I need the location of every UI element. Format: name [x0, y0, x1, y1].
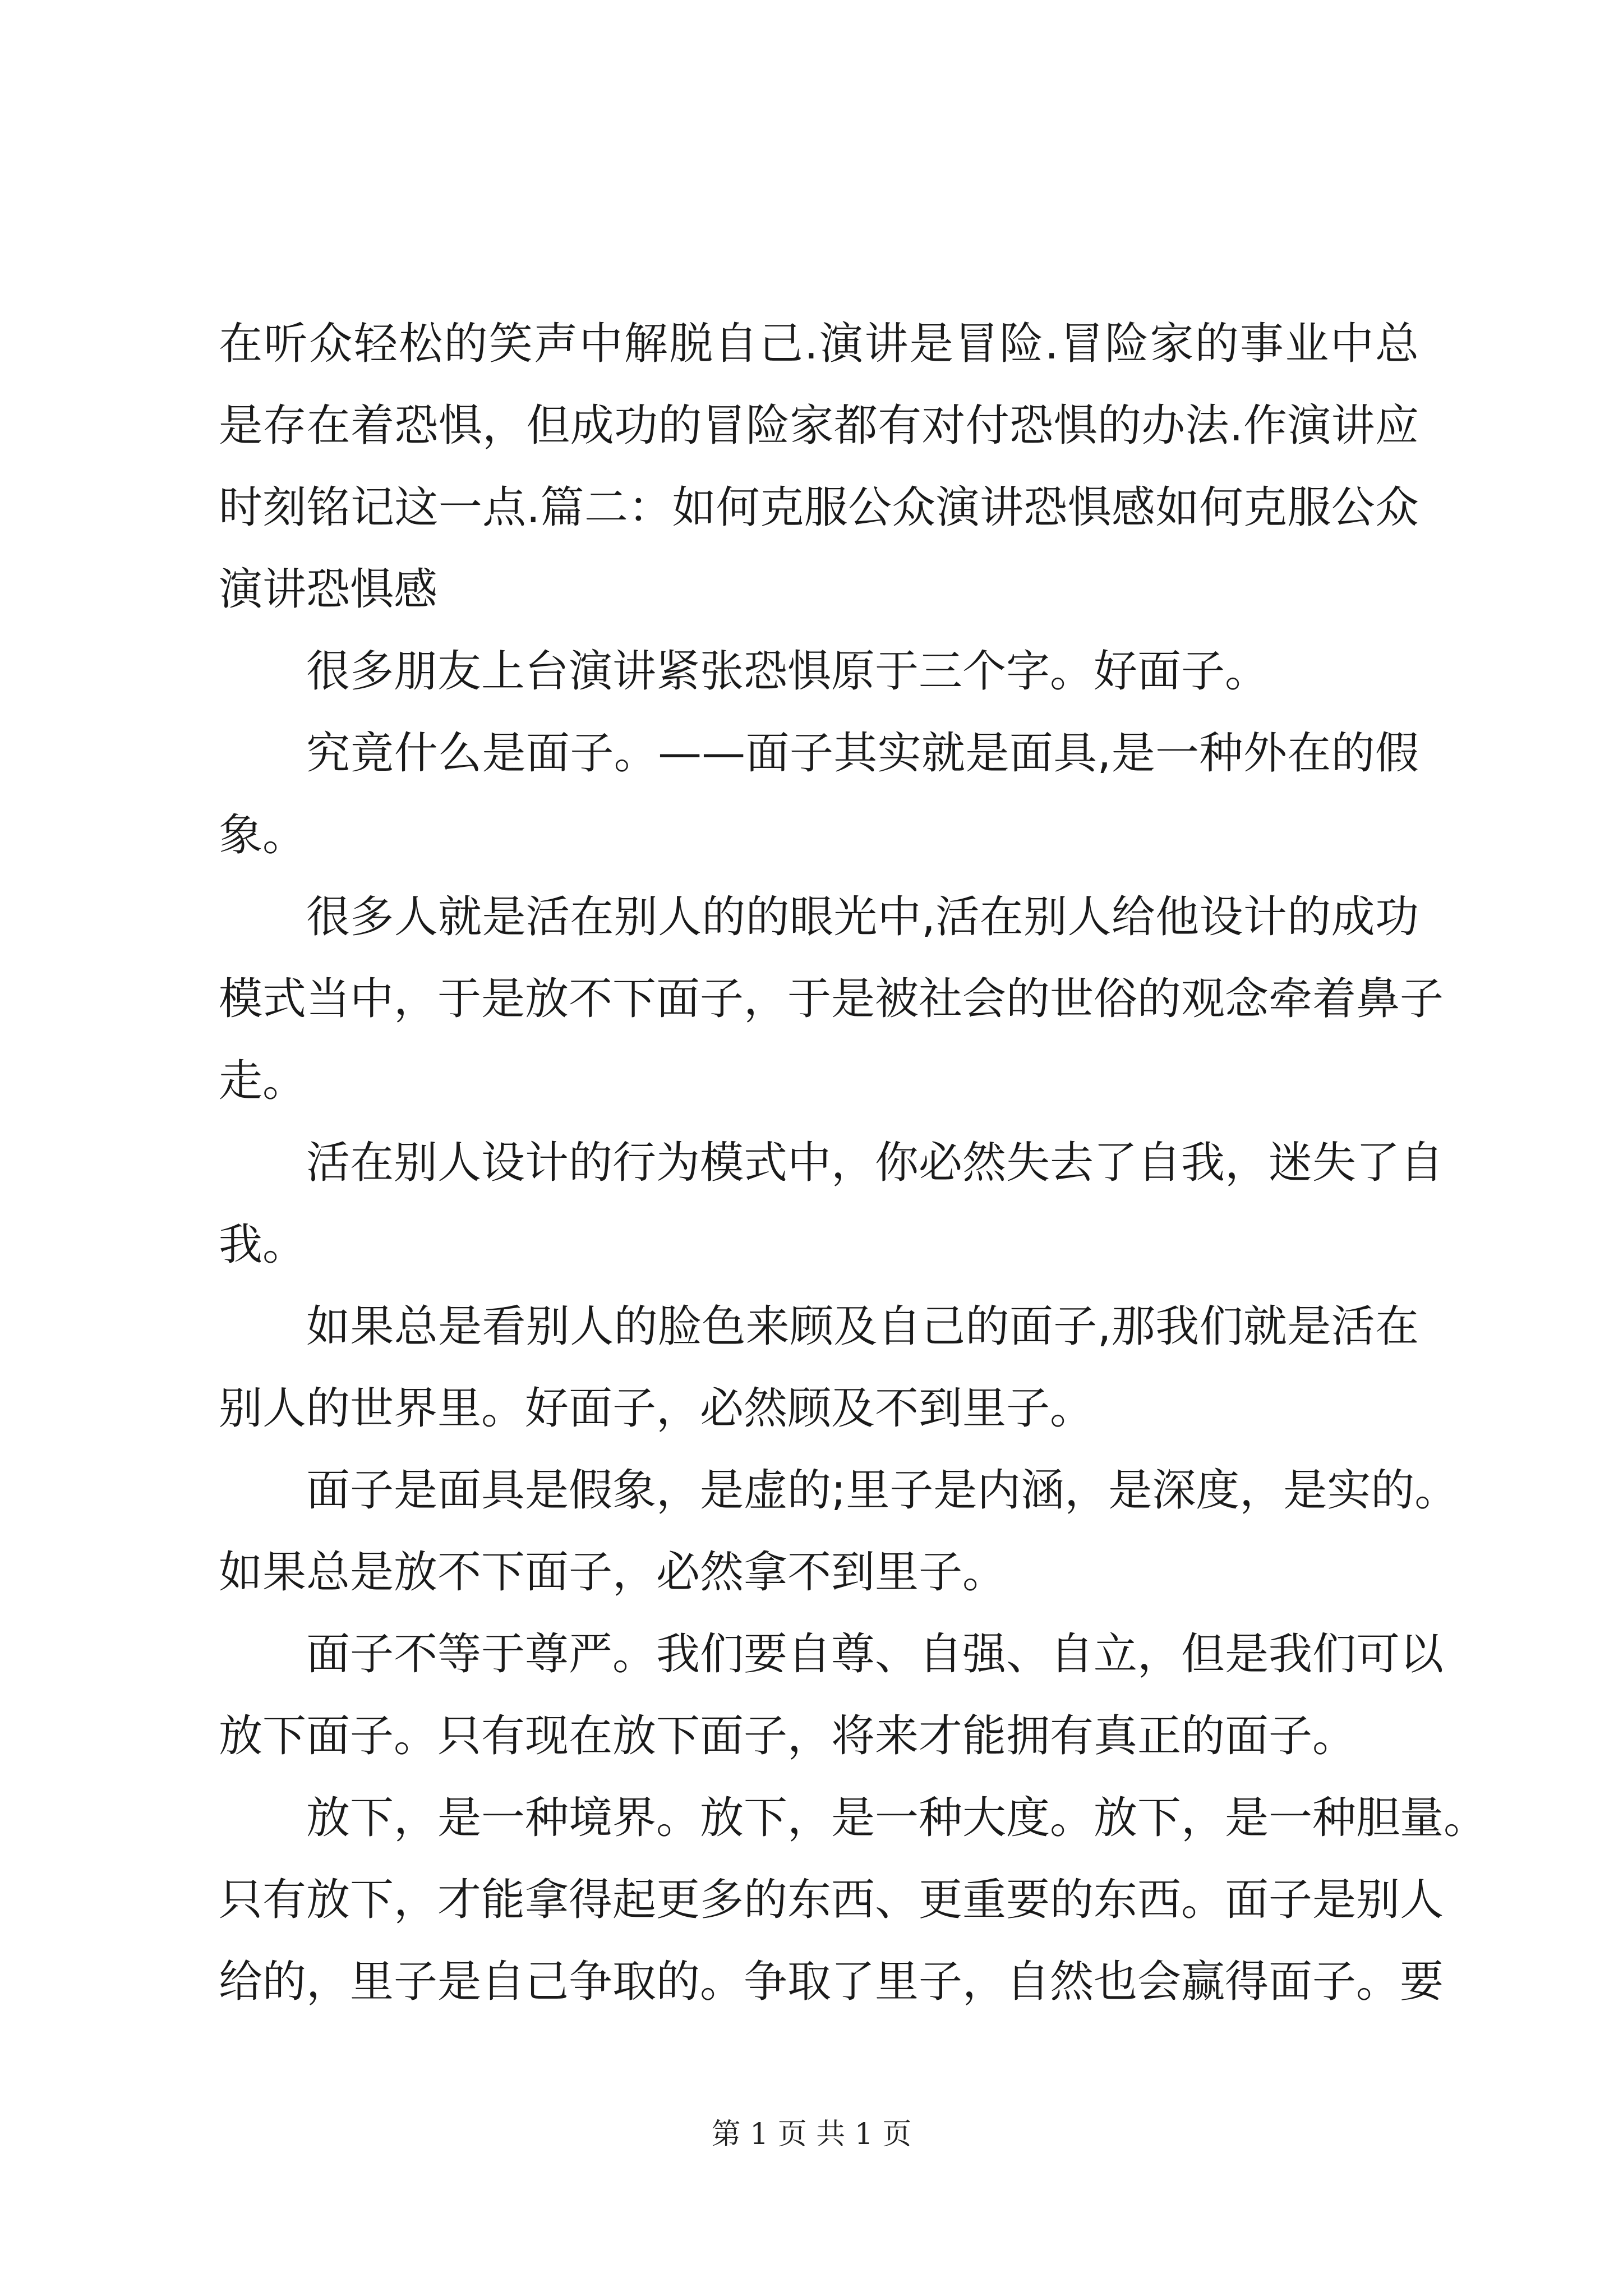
- text-line: 活在别人设计的行为模式中，你必然失去了自我，迷失了自: [306, 1138, 1444, 1188]
- text-line: 象。: [219, 810, 307, 861]
- text-line: 在听众轻松的笑声中解脱自己.演讲是冒险.冒险家的事业中总: [219, 319, 1419, 369]
- text-line: 走。: [219, 1056, 307, 1106]
- text-line: 模式当中，于是放不下面子，于是被社会的世俗的观念牵着鼻子: [219, 974, 1444, 1024]
- text-line: 是存在着恐惧，但成功的冒险家都有对付恐惧的办法.作演讲应: [219, 401, 1419, 451]
- text-line: 很多人就是活在别人的的眼光中,活在别人给他设计的成功: [306, 892, 1419, 942]
- text-line: 我。: [219, 1220, 307, 1270]
- body-text: [219, 303, 1488, 2023]
- text-line: 如果总是放不下面子，必然拿不到里子。: [219, 1547, 1007, 1598]
- text-line: 别人的世界里。好面子，必然顾及不到里子。: [219, 1383, 1094, 1434]
- text-line: 究竟什么是面子。——面子其实就是面具,是一种外在的假: [306, 728, 1419, 779]
- text-line: 面子不等于尊严。我们要自尊、自强、自立，但是我们可以: [306, 1629, 1444, 1680]
- text-line: 时刻铭记这一点.篇二：如何克服公众演讲恐惧感如何克服公众: [219, 482, 1419, 533]
- text-line: 演讲恐惧感: [219, 564, 438, 615]
- text-line: 只有放下，才能拿得起更多的东西、更重要的东西。面子是别人: [219, 1875, 1444, 1925]
- text-line: 很多朋友上台演讲紧张恐惧原于三个字。好面子。: [306, 646, 1269, 697]
- text-line: 面子是面具是假象，是虚的;里子是内涵，是深度，是实的。: [306, 1465, 1459, 1516]
- page-footer: 第 1 页 共 1 页: [711, 2118, 912, 2151]
- text-line: 如果总是看别人的脸色来顾及自己的面子,那我们就是活在: [306, 1301, 1419, 1352]
- text-line: 给的，里子是自己争取的。争取了里子，自然也会赢得面子。要: [219, 1957, 1444, 2007]
- text-line: 放下，是一种境界。放下，是一种大度。放下，是一种胆量。: [306, 1793, 1488, 1843]
- text-line: 放下面子。只有现在放下面子，将来才能拥有真正的面子。: [219, 1711, 1357, 1761]
